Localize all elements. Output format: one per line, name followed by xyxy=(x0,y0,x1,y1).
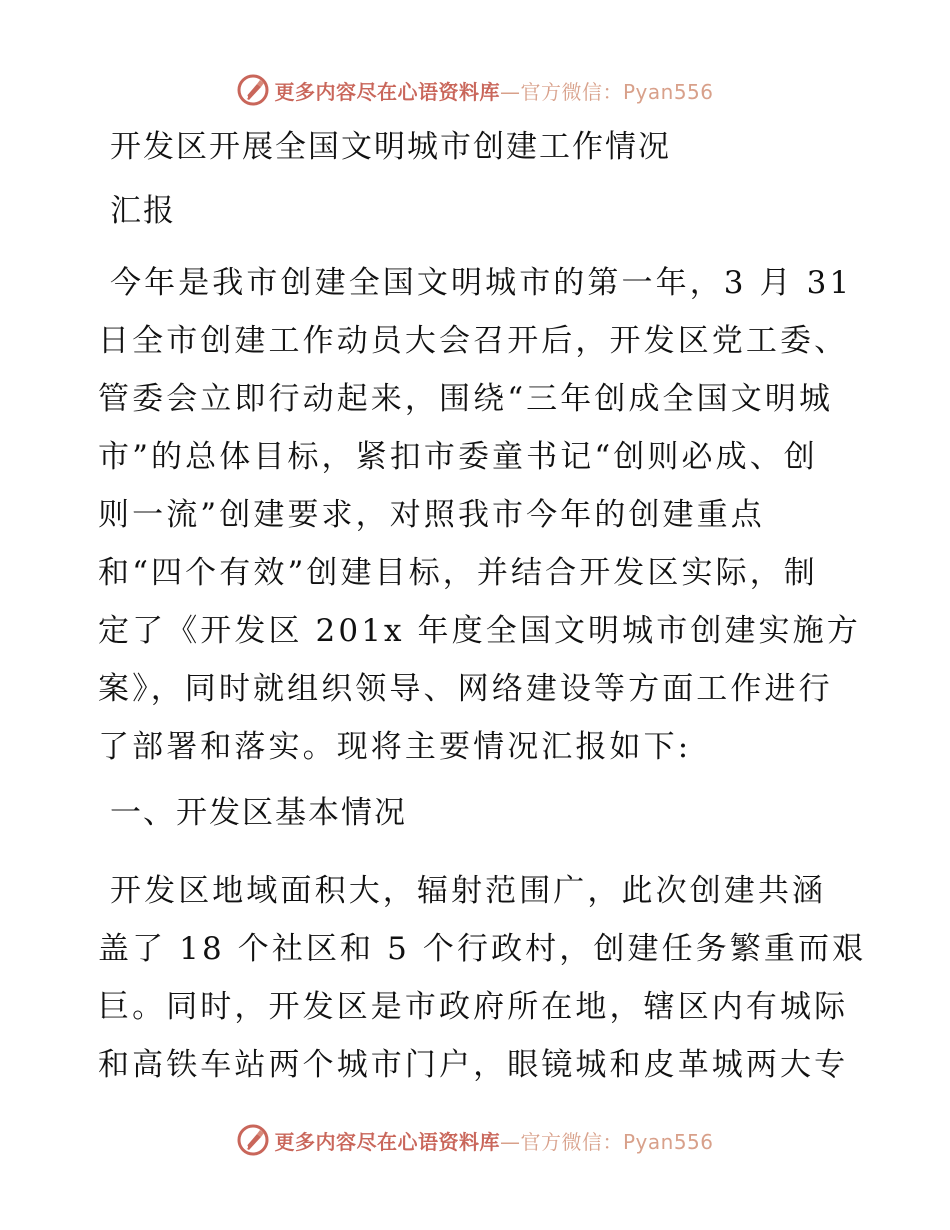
intro-line: 今年是我市创建全国文明城市的第一年，3 月 31 xyxy=(110,265,853,301)
header-banner-wechat-label: 官方微信： xyxy=(520,79,623,104)
header-banner-wechat-id: Pyan556 xyxy=(622,79,714,104)
intro-line: 定了《开发区 201x 年度全国文明城市创建实施方 xyxy=(98,613,861,649)
header-watermark-banner xyxy=(0,70,950,110)
intro-line: 日全市创建工作动员大会召开后，开发区党工委、 xyxy=(98,323,849,359)
footer-banner-text xyxy=(274,1126,713,1155)
section-1-line: 盖了 18 个社区和 5 个行政村，创建任务繁重而艰 xyxy=(98,931,867,967)
pen-logo-icon xyxy=(236,73,270,107)
header-banner-brand: 更多内容尽在心语资料库 xyxy=(274,79,500,104)
intro-paragraph xyxy=(98,254,861,776)
section-1-line: 开发区地域面积大，辐射范围广，此次创建共涵 xyxy=(110,873,827,909)
document-title-line-2: 汇报 xyxy=(110,193,176,229)
intro-line: 则一流”创建要求，对照我市今年的创建重点 xyxy=(98,497,765,533)
footer-watermark-banner xyxy=(0,1120,950,1160)
document-title-line-1: 开发区开展全国文明城市创建工作情况 xyxy=(110,129,671,165)
footer-banner-wechat-label: 官方微信： xyxy=(520,1129,623,1154)
intro-line: 和“四个有效”创建目标，并结合开发区实际，制 xyxy=(98,555,818,591)
intro-line: 市”的总体目标，紧扣市委童书记“创则必成、创 xyxy=(98,439,818,475)
footer-banner-brand: 更多内容尽在心语资料库 xyxy=(274,1129,500,1154)
section-1-heading: 一、开发区基本情况 xyxy=(110,795,407,831)
document-body xyxy=(98,120,867,1094)
footer-banner-wechat-id: Pyan556 xyxy=(622,1129,714,1154)
header-banner-separator: — xyxy=(499,79,521,104)
intro-line: 案》，同时就组织领导、网络建设等方面工作进行 xyxy=(98,671,833,707)
intro-line: 管委会立即行动起来，围绕“三年创成全国文明城 xyxy=(98,381,834,417)
header-banner-text xyxy=(274,76,713,105)
section-1-line: 巨。同时，开发区是市政府所在地，辖区内有城际 xyxy=(98,989,849,1025)
footer-banner-separator: — xyxy=(499,1129,521,1154)
intro-line: 了部署和落实。现将主要情况汇报如下: xyxy=(98,729,692,765)
section-1-paragraph xyxy=(98,862,867,1094)
pen-logo-icon xyxy=(236,1123,270,1157)
section-1-line: 和高铁车站两个城市门户，眼镜城和皮革城两大专 xyxy=(98,1047,849,1083)
